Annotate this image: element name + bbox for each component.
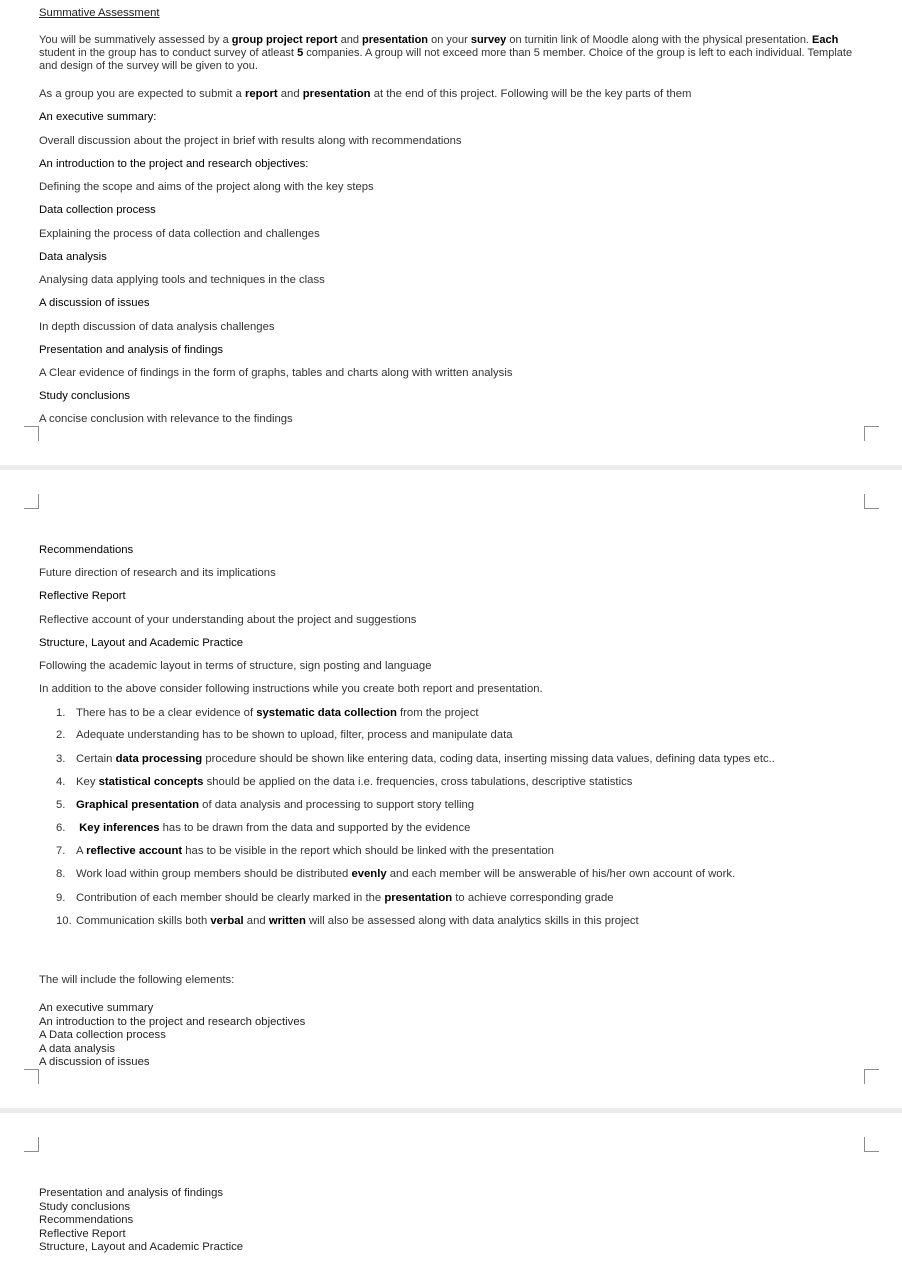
- group-bold: report: [244, 88, 278, 100]
- list-number: 6.: [56, 822, 66, 834]
- element-line: A data analysis: [39, 1042, 115, 1055]
- list-text: Contribution of each member should be clearly marked in the: [76, 892, 385, 904]
- list-bold: presentation: [384, 892, 453, 904]
- element-line: Study conclusions: [39, 1200, 131, 1213]
- list-item: [56, 822, 470, 835]
- section-text: A concise conclusion with relevance to the findings: [39, 413, 293, 425]
- page-corner-mark: [864, 1137, 879, 1152]
- section-text: A Clear evidence of findings in the form of graphs, tables and charts along with written analysis: [39, 367, 513, 379]
- list-item: [56, 707, 479, 720]
- intro-text: on your: [428, 34, 471, 46]
- list-text: procedure should be shown like entering data, coding data, inserting missing data values, defining data types etc..: [202, 753, 775, 765]
- list-text: of data analysis and processing to support story telling: [199, 799, 475, 811]
- list-text: and: [243, 915, 269, 927]
- document-title: Summative Assessment: [39, 7, 160, 19]
- intro-bold: survey: [470, 34, 507, 46]
- list-item: [56, 776, 632, 789]
- list-text: Key: [76, 776, 99, 788]
- section-text: Explaining the process of data collection and challenges: [39, 228, 320, 240]
- list-number: 7.: [56, 845, 66, 857]
- list-item: [56, 753, 775, 766]
- element-line: Presentation and analysis of findings: [39, 1187, 224, 1199]
- instructions-intro: In addition to the above consider following instructions while you create both report and presentation.: [39, 683, 543, 695]
- element-line: Reflective Report: [39, 1227, 126, 1240]
- list-bold: written: [268, 915, 306, 927]
- list-number: 1.: [56, 707, 66, 719]
- intro-paragraph: [39, 34, 869, 73]
- page-corner-mark: [24, 1137, 39, 1152]
- element-line: Structure, Layout and Academic Practice: [39, 1241, 244, 1253]
- group-paragraph: [39, 88, 691, 101]
- list-text: There has to be a clear evidence of: [76, 707, 257, 719]
- page-corner-mark: [24, 494, 39, 509]
- section-text: Following the academic layout in terms of structure, sign posting and language: [39, 660, 432, 672]
- intro-bold: group project report: [231, 34, 338, 46]
- intro-bold: presentation: [362, 34, 429, 46]
- section-heading: Data analysis: [39, 251, 107, 263]
- list-bold: Graphical presentation: [76, 799, 200, 811]
- section-text: Defining the scope and aims of the project along with the key steps: [39, 181, 374, 193]
- page-corner-mark: [24, 426, 39, 441]
- list-text: will also be assessed along with data analytics skills in this project: [305, 915, 639, 927]
- list-number: 10.: [56, 915, 72, 927]
- list-item: [56, 892, 614, 905]
- section-text: Analysing data applying tools and techniques in the class: [39, 274, 325, 286]
- section-heading: Study conclusions: [39, 390, 131, 402]
- list-number: 9.: [56, 892, 66, 904]
- list-bold: reflective account: [86, 845, 183, 857]
- page-corner-mark: [864, 426, 879, 441]
- list-item: [56, 799, 474, 812]
- intro-text: on turnitin link of Moodle along with the physical presentation.: [506, 34, 813, 46]
- list-text: Communication skills both: [76, 915, 211, 927]
- element-line: A discussion of issues: [39, 1056, 150, 1068]
- list-text: Certain: [76, 753, 116, 765]
- page-corner-mark: [864, 1069, 879, 1084]
- list-bold: evenly: [351, 868, 387, 880]
- list-number: 3.: [56, 753, 66, 765]
- section-text: Overall discussion about the project in brief with results along with recommendations: [39, 135, 462, 147]
- list-text: Work load within group members should be distributed: [76, 868, 352, 880]
- element-line: Recommendations: [39, 1214, 134, 1226]
- group-bold: presentation: [302, 88, 371, 100]
- list-number: 4.: [56, 776, 66, 788]
- document-page-3: [0, 1113, 902, 1280]
- document-page-2: [0, 470, 902, 1108]
- intro-text: student in the group has to conduct survey of atleast: [39, 47, 298, 59]
- page-corner-mark: [864, 494, 879, 509]
- section-text: Future direction of research and its implications: [39, 567, 276, 579]
- list-bold: Key inferences: [79, 822, 160, 834]
- list-bold: verbal: [210, 915, 244, 927]
- section-heading: Structure, Layout and Academic Practice: [39, 637, 244, 649]
- list-number: 8.: [56, 868, 66, 880]
- list-text: and each member will be answerable of his/her own account of work.: [386, 868, 736, 880]
- group-text: and: [277, 88, 303, 100]
- list-text: has to be drawn from the data and supported by the evidence: [159, 822, 471, 834]
- elements-intro: The will include the following elements:: [39, 974, 235, 986]
- intro-text: companies. A group will not exceed more than 5 member. Choice of the group is left to each individual. Template and design of the survey will be given to you.: [39, 47, 853, 72]
- element-line: A Data collection process: [39, 1029, 166, 1041]
- list-number: 2.: [56, 729, 66, 741]
- section-heading: An introduction to the project and research objectives:: [39, 158, 309, 170]
- section-text: In depth discussion of data analysis challenges: [39, 321, 275, 333]
- section-text: Reflective account of your understanding about the project and suggestions: [39, 614, 417, 626]
- list-text: Adequate understanding has to be shown to upload, filter, process and manipulate data: [76, 729, 513, 741]
- list-bold: systematic data collection: [256, 707, 397, 719]
- list-text: should be applied on the data i.e. frequencies, cross tabulations, descriptive statistics: [203, 776, 633, 788]
- list-number: 5.: [56, 799, 66, 811]
- document-page-1: [0, 0, 902, 465]
- group-text: at the end of this project. Following will be the key parts of them: [370, 88, 692, 100]
- list-item: [56, 915, 639, 928]
- intro-text: and: [337, 34, 362, 46]
- section-heading: Data collection process: [39, 204, 156, 216]
- list-text: to achieve corresponding grade: [452, 892, 614, 904]
- element-line: An introduction to the project and research objectives: [39, 1015, 306, 1028]
- list-text: A: [76, 845, 87, 857]
- list-bold: statistical concepts: [98, 776, 204, 788]
- intro-text: You will be summatively assessed by a: [39, 34, 232, 46]
- section-heading: Reflective Report: [39, 590, 126, 602]
- list-bold: data processing: [115, 753, 203, 765]
- list-item: [56, 729, 513, 742]
- list-item: [56, 868, 735, 881]
- list-item: [56, 845, 554, 858]
- section-heading: Recommendations: [39, 544, 134, 556]
- group-text: As a group you are expected to submit a: [39, 88, 245, 100]
- element-line: An executive summary: [39, 1002, 154, 1014]
- section-heading: A discussion of issues: [39, 297, 150, 309]
- section-heading: An executive summary:: [39, 111, 157, 123]
- intro-bold: 5: [297, 47, 304, 59]
- intro-bold: Each: [812, 34, 839, 46]
- page-corner-mark: [24, 1069, 39, 1084]
- list-text: from the project: [396, 707, 479, 719]
- list-text: has to be visible in the report which should be linked with the presentation: [182, 845, 554, 857]
- section-heading: Presentation and analysis of findings: [39, 344, 224, 356]
